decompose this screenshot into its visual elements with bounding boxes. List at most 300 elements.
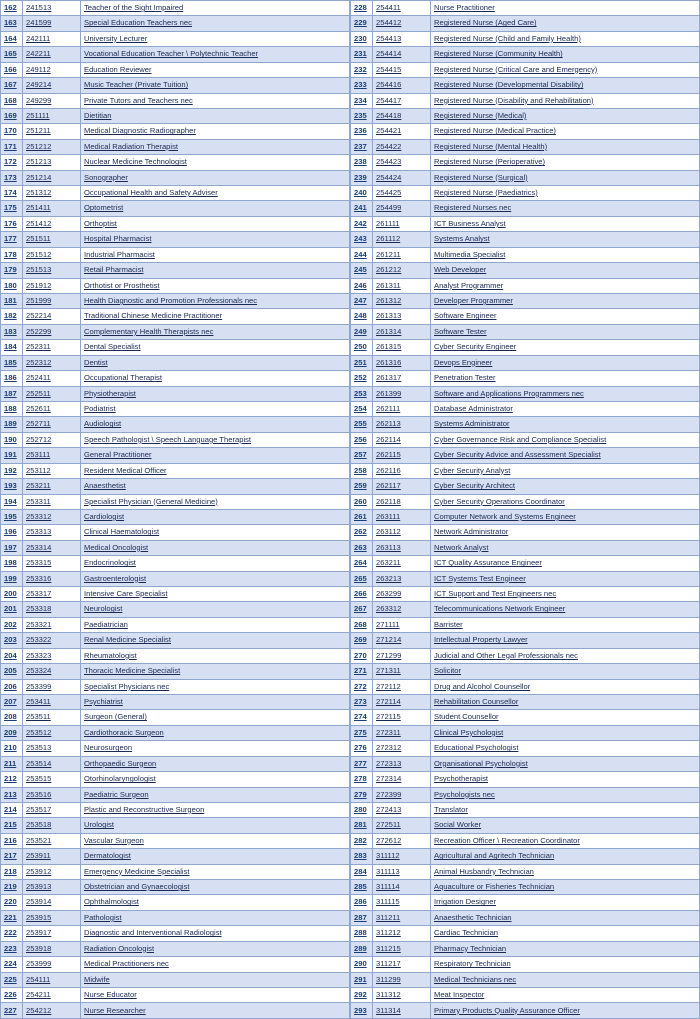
occupation-link[interactable]: Registered Nurse (Developmental Disability) (431, 78, 700, 93)
occupation-link[interactable]: Registered Nurse (Medical Practice) (431, 124, 700, 139)
table-row (351, 988, 700, 1003)
table-row (1, 340, 350, 355)
table-row (1, 232, 350, 247)
occupation-code: 253511 (23, 710, 81, 725)
row-number: 252 (351, 371, 373, 386)
table-row (351, 864, 700, 879)
occupation-link[interactable]: Irrigation Designer (431, 895, 700, 910)
occupation-link[interactable]: Cardiothoracic Surgeon (81, 725, 350, 740)
occupation-link[interactable]: Nurse Educator (81, 988, 350, 1003)
row-number: 173 (1, 170, 23, 185)
row-number: 287 (351, 910, 373, 925)
table-row (1, 880, 350, 895)
row-number: 289 (351, 941, 373, 956)
table-row (351, 540, 700, 555)
occupation-link[interactable]: Occupational Health and Safety Adviser (81, 186, 350, 201)
occupation-code: 253311 (23, 494, 81, 509)
occupation-link[interactable]: Cyber Security Analyst (431, 463, 700, 478)
table-row (1, 910, 350, 925)
occupation-link[interactable]: Paediatrician (81, 617, 350, 632)
occupation-link[interactable]: Resident Medical Officer (81, 463, 350, 478)
row-number: 227 (1, 1003, 23, 1019)
table-row (351, 587, 700, 602)
table-row (1, 479, 350, 494)
occupation-link[interactable]: Cyber Security Architect (431, 479, 700, 494)
row-number: 196 (1, 525, 23, 540)
occupation-link[interactable]: Neurologist (81, 602, 350, 617)
occupation-link[interactable]: Organisational Psychologist (431, 756, 700, 771)
occupation-link[interactable]: Clinical Psychologist (431, 725, 700, 740)
row-number: 175 (1, 201, 23, 216)
occupation-link[interactable]: Intellectual Property Lawyer (431, 633, 700, 648)
occupation-link[interactable]: ICT Support and Test Engineers nec (431, 587, 700, 602)
occupation-link[interactable]: Ophthalmologist (81, 895, 350, 910)
occupation-code: 262116 (373, 463, 431, 478)
occupation-code: 254212 (23, 1003, 81, 1019)
occupation-code: 254414 (373, 47, 431, 62)
occupation-link[interactable]: Software and Applications Programmers nec (431, 386, 700, 401)
table-row (351, 741, 700, 756)
occupation-link[interactable]: Thoracic Medicine Specialist (81, 664, 350, 679)
occupation-link[interactable]: Specialist Physicians nec (81, 679, 350, 694)
table-row (1, 957, 350, 972)
occupation-code: 272114 (373, 694, 431, 709)
occupation-link[interactable]: Psychologists nec (431, 787, 700, 802)
occupation-link[interactable]: Pharmacy Technician (431, 941, 700, 956)
occupation-code: 253514 (23, 756, 81, 771)
table-row (351, 725, 700, 740)
occupation-code: 253913 (23, 880, 81, 895)
occupation-code: 251512 (23, 247, 81, 262)
occupation-link[interactable]: Plastic and Reconstructive Surgeon (81, 802, 350, 817)
occupation-link[interactable]: Sonographer (81, 170, 350, 185)
occupation-link[interactable]: Vocational Education Teacher \ Polytechnic Teacher (81, 47, 350, 62)
occupation-link[interactable]: Registered Nurse (Surgical) (431, 170, 700, 185)
occupation-code: 253999 (23, 957, 81, 972)
row-number: 286 (351, 895, 373, 910)
row-number: 218 (1, 864, 23, 879)
table-row (351, 155, 700, 170)
occupation-link[interactable]: Systems Administrator (431, 417, 700, 432)
occupation-link[interactable]: Medical Radiation Therapist (81, 139, 350, 154)
occupation-link[interactable]: Orthoptist (81, 216, 350, 231)
row-number: 198 (1, 556, 23, 571)
occupation-link[interactable]: Renal Medicine Specialist (81, 633, 350, 648)
occupation-link[interactable]: Registered Nurse (Perioperative) (431, 155, 700, 170)
row-number: 176 (1, 216, 23, 231)
row-number: 180 (1, 278, 23, 293)
table-row (351, 895, 700, 910)
occupation-code: 253914 (23, 895, 81, 910)
occupation-code: 263112 (373, 525, 431, 540)
occupation-link[interactable]: Dental Specialist (81, 340, 350, 355)
occupation-link[interactable]: University Lecturer (81, 31, 350, 46)
occupation-link[interactable]: Education Reviewer (81, 62, 350, 77)
row-number: 164 (1, 31, 23, 46)
table-row (1, 926, 350, 941)
table-row (1, 155, 350, 170)
occupation-code: 252511 (23, 386, 81, 401)
table-row (351, 818, 700, 833)
row-number: 246 (351, 278, 373, 293)
occupation-link[interactable]: Diagnostic and Interventional Radiologist (81, 926, 350, 941)
row-number: 258 (351, 463, 373, 478)
occupation-link[interactable]: Special Education Teachers nec (81, 16, 350, 31)
occupation-link[interactable]: Multimedia Specialist (431, 247, 700, 262)
table-row (1, 93, 350, 108)
occupation-link[interactable]: Cyber Security Operations Coordinator (431, 494, 700, 509)
row-number: 219 (1, 880, 23, 895)
occupation-link[interactable]: Agricultural and Agritech Technician (431, 849, 700, 864)
occupation-link[interactable]: Systems Analyst (431, 232, 700, 247)
occupation-link[interactable]: Registered Nurses nec (431, 201, 700, 216)
occupation-link[interactable]: Specialist Physician (General Medicine) (81, 494, 350, 509)
occupation-link[interactable]: Registered Nurse (Critical Care and Emergency) (431, 62, 700, 77)
occupation-link[interactable]: Registered Nurse (Child and Family Health) (431, 31, 700, 46)
occupation-code: 249214 (23, 78, 81, 93)
occupation-link[interactable]: Computer Network and Systems Engineer (431, 509, 700, 524)
occupation-link[interactable]: Pathologist (81, 910, 350, 925)
occupation-link[interactable]: Cyber Security Engineer (431, 340, 700, 355)
occupation-code: 263299 (373, 587, 431, 602)
table-row (1, 509, 350, 524)
occupation-link[interactable]: Psychotherapist (431, 772, 700, 787)
occupation-code: 252299 (23, 324, 81, 339)
occupation-link[interactable]: Gastroenterologist (81, 571, 350, 586)
occupation-link[interactable]: Network Analyst (431, 540, 700, 555)
table-row (1, 694, 350, 709)
occupation-link[interactable]: Hospital Pharmacist (81, 232, 350, 247)
row-number: 236 (351, 124, 373, 139)
row-number: 293 (351, 1003, 373, 1019)
row-number: 280 (351, 802, 373, 817)
occupation-link[interactable]: Dietitian (81, 108, 350, 123)
occupation-link[interactable]: Recreation Officer \ Recreation Coordinator (431, 833, 700, 848)
occupation-link[interactable]: ICT Business Analyst (431, 216, 700, 231)
row-number: 174 (1, 186, 23, 201)
row-number: 242 (351, 216, 373, 231)
row-number: 217 (1, 849, 23, 864)
table-row (1, 602, 350, 617)
occupation-link[interactable]: Cyber Governance Risk and Compliance Specialist (431, 432, 700, 447)
row-number: 245 (351, 263, 373, 278)
row-number: 267 (351, 602, 373, 617)
occupation-link[interactable]: Devops Engineer (431, 355, 700, 370)
row-number: 170 (1, 124, 23, 139)
row-number: 162 (1, 1, 23, 16)
occupation-link[interactable]: Nurse Researcher (81, 1003, 350, 1019)
occupation-code: 251212 (23, 139, 81, 154)
occupation-link[interactable]: Registered Nurse (Aged Care) (431, 16, 700, 31)
occupation-link[interactable]: Anaesthetist (81, 479, 350, 494)
occupation-link[interactable]: Complementary Health Therapists nec (81, 324, 350, 339)
table-row (351, 957, 700, 972)
occupation-link[interactable]: Nuclear Medicine Technologist (81, 155, 350, 170)
table-row (351, 355, 700, 370)
row-number: 182 (1, 309, 23, 324)
occupation-link[interactable]: Registered Nurse (Mental Health) (431, 139, 700, 154)
row-number: 288 (351, 926, 373, 941)
occupation-code: 311217 (373, 957, 431, 972)
table-row (351, 849, 700, 864)
row-number: 238 (351, 155, 373, 170)
occupation-link[interactable]: Vascular Surgeon (81, 833, 350, 848)
occupation-link[interactable]: Telecommunications Network Engineer (431, 602, 700, 617)
occupation-code: 261316 (373, 355, 431, 370)
occupation-link[interactable]: Software Tester (431, 324, 700, 339)
occupation-link[interactable]: Cardiologist (81, 509, 350, 524)
row-number: 254 (351, 401, 373, 416)
table-row (1, 432, 350, 447)
occupation-code: 254423 (373, 155, 431, 170)
occupation-link[interactable]: Traditional Chinese Medicine Practitioner (81, 309, 350, 324)
occupation-link[interactable]: Paediatric Surgeon (81, 787, 350, 802)
table-row (1, 294, 350, 309)
row-number: 231 (351, 47, 373, 62)
occupation-code: 263113 (373, 540, 431, 555)
occupation-link[interactable]: Orthotist or Prosthetist (81, 278, 350, 293)
occupation-link[interactable]: Obstetrician and Gynaecologist (81, 880, 350, 895)
occupation-code: 252411 (23, 371, 81, 386)
occupation-code: 263211 (373, 556, 431, 571)
occupation-link[interactable]: Teacher of the Sight Impaired (81, 1, 350, 16)
table-row (1, 247, 350, 262)
occupation-link[interactable]: Retail Pharmacist (81, 263, 350, 278)
row-number: 186 (1, 371, 23, 386)
occupation-link[interactable]: Physiotherapist (81, 386, 350, 401)
row-number: 281 (351, 818, 373, 833)
occupation-link[interactable]: Nurse Practitioner (431, 1, 700, 16)
occupation-link[interactable]: Health Diagnostic and Promotion Professionals nec (81, 294, 350, 309)
occupation-code: 311312 (373, 988, 431, 1003)
table-row (351, 170, 700, 185)
occupation-code: 251312 (23, 186, 81, 201)
table-row (351, 247, 700, 262)
occupation-link[interactable]: Occupational Therapist (81, 371, 350, 386)
occupation-link[interactable]: Surgeon (General) (81, 710, 350, 725)
occupation-link[interactable]: Rehabilitation Counsellor (431, 694, 700, 709)
occupation-code: 253515 (23, 772, 81, 787)
occupation-link[interactable]: Medical Oncologist (81, 540, 350, 555)
table-row (1, 494, 350, 509)
table-row (1, 278, 350, 293)
occupation-code: 253315 (23, 556, 81, 571)
occupation-link[interactable]: Meat Inspector (431, 988, 700, 1003)
occupation-link[interactable]: Psychiatrist (81, 694, 350, 709)
table-row (351, 571, 700, 586)
row-number: 265 (351, 571, 373, 586)
occupation-link[interactable]: Registered Nurse (Medical) (431, 108, 700, 123)
occupation-link[interactable]: Emergency Medicine Specialist (81, 864, 350, 879)
table-row (351, 494, 700, 509)
occupation-link[interactable]: Medical Practitioners nec (81, 957, 350, 972)
occupation-code: 254421 (373, 124, 431, 139)
row-number: 172 (1, 155, 23, 170)
occupation-link[interactable]: Solicitor (431, 664, 700, 679)
occupation-code: 253316 (23, 571, 81, 586)
row-number: 163 (1, 16, 23, 31)
occupation-link[interactable]: Web Developer (431, 263, 700, 278)
occupation-link[interactable]: Software Engineer (431, 309, 700, 324)
occupation-link[interactable]: Aquaculture or Fisheries Technician (431, 880, 700, 895)
occupation-link[interactable]: Clinical Haematologist (81, 525, 350, 540)
occupation-link[interactable]: Student Counsellor (431, 710, 700, 725)
occupation-code: 262115 (373, 448, 431, 463)
occupation-code: 272314 (373, 772, 431, 787)
table-row (1, 31, 350, 46)
occupation-code: 249112 (23, 62, 81, 77)
occupation-link[interactable]: Educational Psychologist (431, 741, 700, 756)
row-number: 234 (351, 93, 373, 108)
table-row (1, 401, 350, 416)
occupation-code: 252711 (23, 417, 81, 432)
row-number: 177 (1, 232, 23, 247)
occupation-code: 261313 (373, 309, 431, 324)
occupation-link[interactable]: Urologist (81, 818, 350, 833)
occupation-code: 254415 (373, 62, 431, 77)
occupation-link[interactable]: Speech Pathologist \ Speech Language Therapist (81, 432, 350, 447)
occupation-link[interactable]: Registered Nurse (Community Health) (431, 47, 700, 62)
occupation-link[interactable]: Audiologist (81, 417, 350, 432)
occupation-link[interactable]: Cyber Security Advice and Assessment Specialist (431, 448, 700, 463)
occupation-code: 249299 (23, 93, 81, 108)
occupation-code: 254418 (373, 108, 431, 123)
occupation-link[interactable]: Anaesthetic Technician (431, 910, 700, 925)
occupation-link[interactable]: Registered Nurse (Paediatrics) (431, 186, 700, 201)
occupation-code: 242211 (23, 47, 81, 62)
occupation-link[interactable]: Dentist (81, 355, 350, 370)
occupation-code: 272112 (373, 679, 431, 694)
occupation-link[interactable]: Analyst Programmer (431, 278, 700, 293)
occupation-link[interactable]: ICT Systems Test Engineer (431, 571, 700, 586)
row-number: 220 (1, 895, 23, 910)
occupation-link[interactable]: Database Administrator (431, 401, 700, 416)
occupation-link[interactable]: Midwife (81, 972, 350, 987)
table-row (351, 910, 700, 925)
row-number: 188 (1, 401, 23, 416)
occupation-code: 263111 (373, 509, 431, 524)
occupation-link[interactable]: Medical Diagnostic Radiographer (81, 124, 350, 139)
occupation-link[interactable]: Registered Nurse (Disability and Rehabilitation) (431, 93, 700, 108)
occupation-link[interactable]: Cardiac Technician (431, 926, 700, 941)
occupation-link[interactable]: ICT Quality Assurance Engineer (431, 556, 700, 571)
occupation-link[interactable]: Music Teacher (Private Tuition) (81, 78, 350, 93)
occupation-code: 253399 (23, 679, 81, 694)
occupation-link[interactable]: General Practitioner (81, 448, 350, 463)
table-row (351, 463, 700, 478)
table-row (351, 880, 700, 895)
table-row (351, 93, 700, 108)
occupation-link[interactable]: Social Worker (431, 818, 700, 833)
occupation-link[interactable]: Dermatologist (81, 849, 350, 864)
row-number: 277 (351, 756, 373, 771)
occupation-link[interactable]: Barrister (431, 617, 700, 632)
occupation-code: 253321 (23, 617, 81, 632)
occupation-link[interactable]: Orthopaedic Surgeon (81, 756, 350, 771)
occupation-link[interactable]: Respiratory Technician (431, 957, 700, 972)
occupation-code: 272311 (373, 725, 431, 740)
occupation-link[interactable]: Neurosurgeon (81, 741, 350, 756)
row-number: 168 (1, 93, 23, 108)
occupation-link[interactable]: Developer Programmer (431, 294, 700, 309)
occupation-link[interactable]: Judicial and Other Legal Professionals nec (431, 648, 700, 663)
table-row (1, 463, 350, 478)
table-row (1, 772, 350, 787)
row-number: 279 (351, 787, 373, 802)
occupation-code: 272612 (373, 833, 431, 848)
row-number: 228 (351, 1, 373, 16)
occupation-code: 253313 (23, 525, 81, 540)
occupation-link[interactable]: Rheumatologist (81, 648, 350, 663)
occupation-link[interactable]: Private Tutors and Teachers nec (81, 93, 350, 108)
occupation-code: 261317 (373, 371, 431, 386)
occupation-code: 251213 (23, 155, 81, 170)
table-row (351, 602, 700, 617)
row-number: 223 (1, 941, 23, 956)
occupation-code: 253516 (23, 787, 81, 802)
occupation-link[interactable]: Intensive Care Specialist (81, 587, 350, 602)
occupation-link[interactable]: Endocrinologist (81, 556, 350, 571)
table-row (351, 432, 700, 447)
occupation-code: 253318 (23, 602, 81, 617)
occupation-code: 254412 (373, 16, 431, 31)
occupation-code: 262113 (373, 417, 431, 432)
table-row (1, 710, 350, 725)
row-number: 215 (1, 818, 23, 833)
occupation-link[interactable]: Otorhinolaryngologist (81, 772, 350, 787)
occupation-link[interactable]: Medical Technicians nec (431, 972, 700, 987)
occupation-link[interactable]: Drug and Alcohol Counsellor (431, 679, 700, 694)
occupation-code: 262118 (373, 494, 431, 509)
occupation-code: 253512 (23, 725, 81, 740)
occupation-link[interactable]: Animal Husbandry Technician (431, 864, 700, 879)
row-number: 274 (351, 710, 373, 725)
occupation-link[interactable]: Translator (431, 802, 700, 817)
table-row (351, 78, 700, 93)
occupation-code: 272413 (373, 802, 431, 817)
occupation-link[interactable]: Podiatrist (81, 401, 350, 416)
occupation-link[interactable]: Industrial Pharmacist (81, 247, 350, 262)
occupation-code: 262114 (373, 432, 431, 447)
occupation-code: 261212 (373, 263, 431, 278)
occupation-link[interactable]: Primary Products Quality Assurance Officer (431, 1003, 700, 1019)
table-row (1, 895, 350, 910)
table-row (1, 664, 350, 679)
row-number: 264 (351, 556, 373, 571)
table-row (351, 648, 700, 663)
occupation-code: 254411 (373, 1, 431, 16)
table-row (351, 340, 700, 355)
row-number: 247 (351, 294, 373, 309)
row-number: 210 (1, 741, 23, 756)
occupation-code: 253513 (23, 741, 81, 756)
table-row (1, 47, 350, 62)
occupation-code: 311113 (373, 864, 431, 879)
table-row (351, 787, 700, 802)
row-number: 275 (351, 725, 373, 740)
occupation-link[interactable]: Optometrist (81, 201, 350, 216)
occupation-code: 241513 (23, 1, 81, 16)
table-row (351, 401, 700, 416)
row-number: 178 (1, 247, 23, 262)
row-number: 268 (351, 617, 373, 632)
table-row (1, 309, 350, 324)
table-row (351, 556, 700, 571)
occupation-link[interactable]: Radiation Oncologist (81, 941, 350, 956)
occupation-link[interactable]: Penetration Tester (431, 371, 700, 386)
occupation-code: 254413 (373, 31, 431, 46)
occupation-link[interactable]: Network Administrator (431, 525, 700, 540)
